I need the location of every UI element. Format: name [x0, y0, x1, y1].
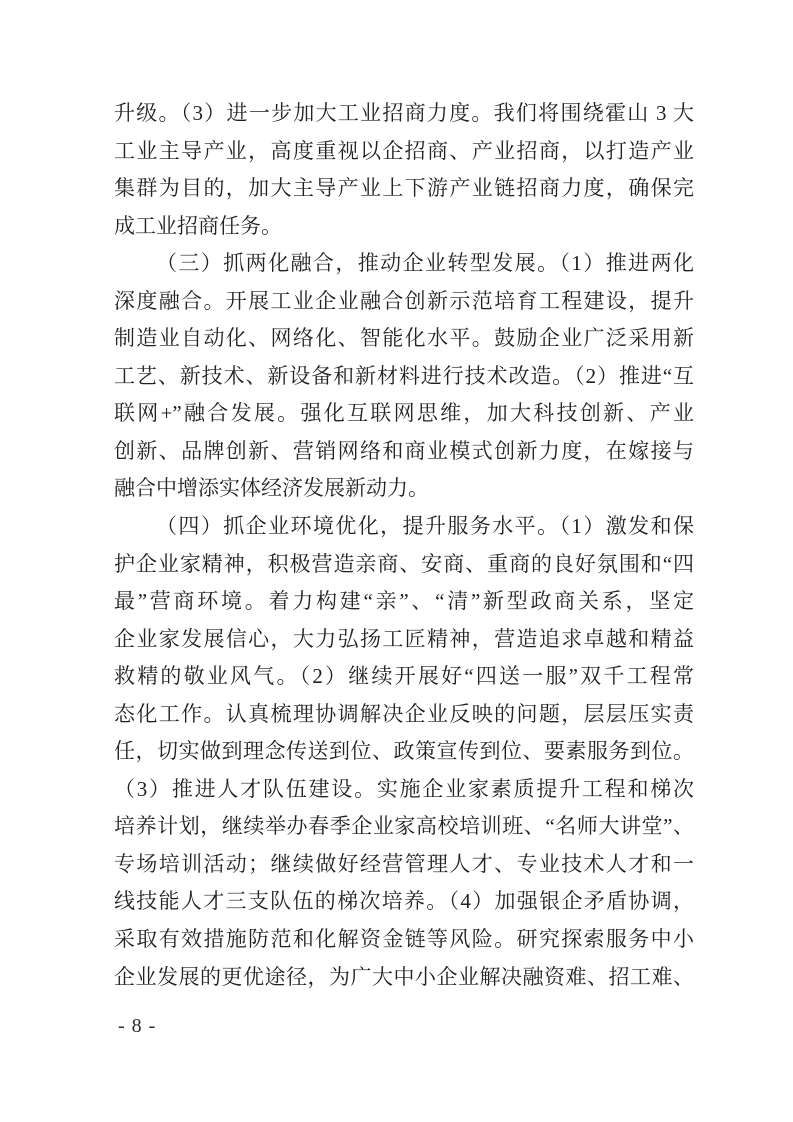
paragraph — [114, 245, 694, 508]
text-line: 工艺、新技术、新设备和新材料进行技术改造。（2）推进“互 — [114, 363, 694, 388]
text-line: 集群为目的，加大主导产业上下游产业链招商力度，确保完 — [114, 176, 694, 201]
text-line: 任，切实做到理念传送到位、政策宣传到位、要素服务到位。 — [114, 739, 694, 764]
text-line: 态化工作。认真梳理协调解决企业反映的问题，层层压实责 — [114, 701, 694, 726]
text-line: 深度融合。开展工业企业融合创新示范培育工程建设，提升 — [114, 288, 694, 313]
text-line: （四）抓企业环境优化，提升服务水平。（1）激发和保 — [156, 514, 694, 539]
text-line: 最”营商环境。着力构建“亲”、“清”新型政商关系，坚定 — [114, 589, 694, 614]
text-line: 创新、品牌创新、营销网络和商业模式创新力度，在嫁接与 — [114, 438, 694, 463]
text-line: （三）抓两化融合，推动企业转型发展。（1）推进两化 — [156, 251, 694, 276]
text-line: 线技能人才三支队伍的梯次培养。（4）加强银企矛盾协调， — [114, 889, 694, 914]
text-line: 融合中增添实体经济发展新动力。 — [114, 476, 429, 501]
text-line: 护企业家精神，积极营造亲商、安商、重商的良好氛围和“四 — [114, 551, 694, 576]
document-body — [114, 95, 694, 996]
text-line: 成工业招商任务。 — [114, 213, 282, 238]
text-line: 升级。（3）进一步加大工业招商力度。我们将围绕霍山 3 大 — [114, 101, 694, 125]
text-line: （3）推进人才队伍建设。实施企业家素质提升工程和梯次 — [114, 776, 694, 801]
text-line: 培养计划，继续举办春季企业家高校培训班、“名师大讲堂”、 — [114, 814, 694, 839]
text-line: 救精的敬业风气。（2）继续开展好“四送一服”双千工程常 — [114, 664, 694, 689]
text-line: 企业发展的更优途径，为广大中小企业解决融资难、招工难、 — [114, 964, 694, 989]
text-line: 制造业自动化、网络化、智能化水平。鼓励企业广泛采用新 — [114, 326, 694, 351]
paragraph — [114, 508, 694, 996]
text-line: 专场培训活动；继续做好经营管理人才、专业技术人才和一 — [114, 851, 694, 876]
text-line: 工业主导产业，高度重视以企招商、产业招商，以打造产业 — [114, 138, 694, 163]
page-number: - 8 - — [118, 1015, 157, 1037]
text-line: 联网+”融合发展。强化互联网思维，加大科技创新、产业 — [114, 401, 694, 426]
text-line: 采取有效措施防范和化解资金链等风险。研究探索服务中小 — [114, 927, 694, 952]
text-line: 企业家发展信心，大力弘扬工匠精神，营造追求卓越和精益 — [114, 626, 694, 651]
paragraph — [114, 95, 694, 245]
